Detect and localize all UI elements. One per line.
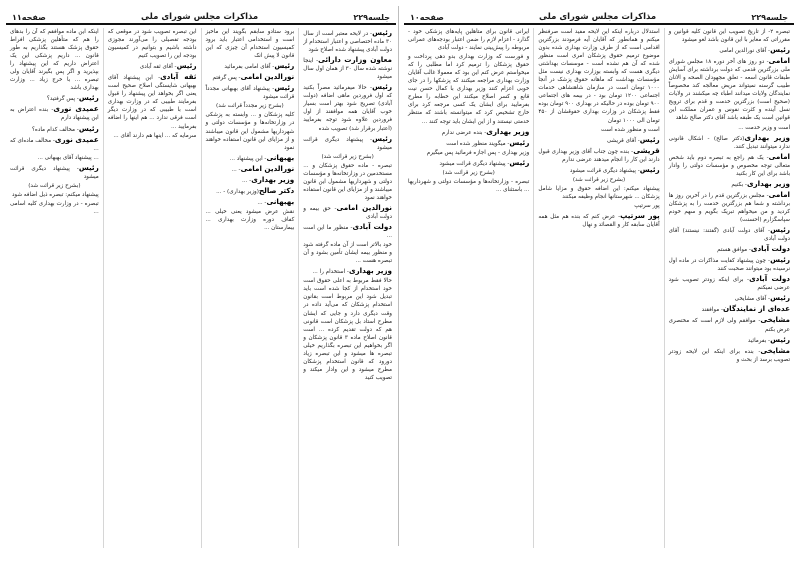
speaker-entry <box>408 138 529 148</box>
paragraph: حالا فقط مربوط به اعلی حقوق است خود استخدام از کجا شده است باید تبدیل شود این مربوط است بقانون استخدام پزشکان که می‌آید داده در وقت دیگری دارد و جایی که ایشان مطرح استاد بل پزشکان است قانونی هم که دولت تقدیم کرده ... است قانون اصلاح ماده ۳ قانون پزشکان و اگر بخواهیم این تبصره بگذاریم خیلی تبصره ها میشود و این تبصره زیاد دورود که قانون استخدام پزشکان مطرح میشود و این وادار میکند و تصویب کنید <box>303 278 392 381</box>
speaker-entry <box>206 72 295 82</box>
speaker-name: نورالدین امامی <box>336 202 393 212</box>
speaker-name: رئیس <box>372 82 392 92</box>
speaker-entry <box>10 163 99 181</box>
speaker-name: رئیس <box>770 45 790 55</box>
speaker-name: وزیر بهداری <box>251 174 295 184</box>
speech-text: - بفرمائید <box>747 337 771 344</box>
speaker-entry <box>206 186 295 196</box>
left-page-header <box>6 6 396 22</box>
speech-text: - یک هم راجع به تبصره دوم باید شخص متعالی توجه مخصوص و مؤسسات دولتی را وادار باشد برای این کار بکنید <box>668 154 790 177</box>
column-1 <box>665 28 794 548</box>
speaker-name: دکتر صالح <box>258 185 295 195</box>
speaker-name: امامی <box>768 56 790 66</box>
speech-text: - بنده برای اینکه این لایحه زودتر تصویب برسد از بحث و <box>668 348 790 363</box>
speech-text: - آقای امامی بفرمائید <box>224 64 275 71</box>
speech-text: - بکنیم <box>731 181 747 188</box>
speaker-name: عمیدی نوری <box>54 134 99 144</box>
speaker-name: دولت آبادی <box>750 244 790 254</box>
paragraph: برود ستادو سابقم بگویند این ماخیز است و استخدامی اعتبار باید برود کمیسیون استخدام آن چیزی که این قانون لا پیش انک <box>205 29 295 60</box>
paragraph: نقش عرض میشود یعنی خیلی ... کفاف دوره وزارت بهداری ... بیمارستان ... <box>205 208 295 231</box>
paragraph: ... پیشنهاد آقای بهبهانی ... <box>37 154 99 161</box>
speech-text: (وزیر بهداری) - ... <box>216 188 259 195</box>
reading-note: (بشرح زیر قرائت شد) <box>442 169 495 176</box>
speaker-entry <box>669 56 790 122</box>
speaker-name: رئیس <box>274 83 295 93</box>
speech-text: - ... <box>242 177 252 184</box>
speaker-entry <box>303 28 392 54</box>
speaker-entry <box>669 45 790 55</box>
speaker-entry <box>669 190 790 224</box>
speaker-entry <box>669 335 790 345</box>
column-2 <box>534 28 664 548</box>
speaker-entry <box>206 61 295 71</box>
speech-text: - آقای ثقه آبادی <box>139 64 177 71</box>
speaker-entry <box>303 222 392 240</box>
speaker-entry <box>669 179 790 189</box>
speech-text: - این پیشنهاد آقای بهبهانی شایستگی اصلاح صحیح است یعنی اگر بخواهد این پیشنهاد را قبول بفرمایند طبیبی که در وزارت بهداری است با طبیبی که در وزارت دیگر است فرقی ندارد ... هم اینها را اضافه بفرمایید ... <box>107 75 197 130</box>
reading-note: (بشرح زیر قرائت شد) <box>28 182 81 189</box>
speaker-name: رئیس <box>770 334 790 344</box>
speaker-name: قریشی <box>633 145 660 155</box>
speaker-entry <box>669 152 790 178</box>
speaker-entry <box>206 164 295 174</box>
speaker-entry <box>669 304 790 314</box>
page-title: مذاکرات مجلس شورای ملی <box>539 12 657 22</box>
right-page-header <box>404 6 794 22</box>
right-page <box>400 0 800 572</box>
speech-text: - آقای دولت آبادی (گفتند: نیستند) آقای دولت آبادی <box>668 228 790 243</box>
paragraph: تبصره - وزارتخانه‌ها و مؤسسات دولتی و شهرداریها ... باستثنای ... <box>408 178 530 193</box>
speech-text: - ... <box>231 166 241 173</box>
header-rule <box>6 23 396 25</box>
speaker-entry <box>669 315 790 333</box>
speaker-name: رئیس <box>274 61 295 71</box>
speaker-name: معاون وزارت دارائی <box>318 55 392 65</box>
speech-text: - استخدام را ... <box>312 269 349 276</box>
speaker-entry <box>669 255 790 273</box>
right-page-columns <box>404 28 794 548</box>
paragraph: پیشنهاد میکنم: تبصره ذیل اضافه شود <box>11 191 99 198</box>
speaker-name: وزیر بهداری <box>486 126 530 136</box>
speaker-name: مشایخی <box>760 345 790 355</box>
speaker-entry <box>206 197 295 207</box>
speaker-entry <box>303 134 392 152</box>
paragraph: وزیر بهداری - پس اجازه فرمائید پس میگیرم <box>426 149 530 156</box>
speaker-entry <box>669 274 790 292</box>
speaker-entry <box>538 135 659 145</box>
speech-text: - ... <box>257 199 267 206</box>
speech-text: - حالا میفرمائید مصراً بکنید که اول فروردین ماهی اضافه (دولت آبادی) تصریح شود بهتر است بسیار خوب آقایان همه موافقند از اول فروردین علاوه شود توجه بفرمایید (اعتبار برقرار شد) تصویب شده <box>303 85 392 132</box>
paragraph: خود بالاتر است از آن ماده گرفته شود و منظور بیمه ایشان تأمین بشود و آن تبصره هست ... <box>303 242 392 265</box>
paragraph: پیشنهاد میکنم: این اضافه حقوق و مزایا شامل پزشکان ... شهرستانها انجام وظیفه میکنند <box>538 185 660 200</box>
paragraph: اینکه این ماده موافقم که آن را بدهای را هم که متأهلین پزشکی افراط حقوق پزشک هستند بگذاریم به طور قانون ... داریم پزشکی این یک اعتراض داریم که این پیشنهاد را بپذیرید و اگر پس بگیرند آقایان ولی تبصره ... با خرج زیاد ... وزارت بهداری باشد <box>10 29 99 92</box>
speaker-name: مشایخی <box>760 315 790 325</box>
speaker-entry <box>10 104 99 122</box>
speaker-name: رئیس <box>372 133 392 143</box>
speech-text: - پیشنهاد آقای بهبهانی مجدداً قرائت میشود <box>205 86 295 101</box>
speaker-name: نورالدین امامی <box>240 72 295 82</box>
speaker-entry <box>669 293 790 303</box>
page-gutter <box>398 6 399 546</box>
speech-text: - این پیشنهاد ... <box>229 155 267 162</box>
speech-text: - بنده چون جناب آقای وزیر بهداری قبول دارند این کار را انجام میدهند عرضی ندارم <box>538 148 660 163</box>
speaker-entry <box>669 346 790 364</box>
column-4 <box>6 28 104 548</box>
column-3 <box>104 28 202 548</box>
speech-text: - چون پیشنهاد کفایت مذاکرات در ماده اول نرسیده بود میتوانند صحبت کنند <box>668 258 790 273</box>
speaker-name: وزیر بهداری <box>746 178 790 188</box>
speaker-entry <box>303 55 392 81</box>
paragraph: است و وزیر خدمت ... <box>738 124 790 131</box>
speaker-entry <box>303 82 392 132</box>
column-3 <box>404 28 534 548</box>
speaker-name: رئیس <box>176 61 197 71</box>
session-number: جلسه۲۲۹ <box>751 13 788 22</box>
speech-text: - در لایحه معتبر است از سال ۳۰ ماده اختصاصی و اعتبار استخدام از دولت آبادی پیشنهاد شده اصلاح شود <box>303 31 392 54</box>
paragraph: پور سرتیپ <box>634 202 660 209</box>
speaker-name: عمیدی نوری <box>53 104 99 114</box>
speaker-entry <box>669 225 790 243</box>
speaker-name: رئیس <box>78 162 99 172</box>
speech-text: - پیشنهاد دیگری قرائت میشود <box>569 167 640 174</box>
speaker-entry <box>206 175 295 185</box>
speaker-name: امامی <box>768 189 790 199</box>
paragraph: است و منظور شده است <box>600 126 660 133</box>
speaker-name: رئیس <box>78 123 99 133</box>
speaker-entry <box>10 135 99 153</box>
speaker-entry <box>10 124 99 134</box>
reading-note: (بشرح زیر قرائت شد) <box>572 176 626 183</box>
speaker-name: امامی <box>768 151 790 161</box>
speaker-name: رئیس <box>372 28 392 37</box>
speaker-entry <box>669 133 790 151</box>
speech-text: - مخالف ماده‌ای که ... <box>10 137 99 152</box>
speaker-entry <box>10 93 99 103</box>
paragraph: تبصره ۲- از تاریخ تصویب این قانون کلیه قوانین و مقرراتی که مغایر با این قانون باشد لغو میشود <box>668 29 790 44</box>
speech-text: - پس گرفتید؟ <box>46 96 79 103</box>
speech-text: - پیشنهاد دیگری قرائت میشود <box>439 160 510 167</box>
reading-note: (بشرح زیر مجدداً قرائت شد) <box>216 103 284 110</box>
paragraph: کلیه پزشکان و ... وابسته به پزشکی در وزارتخانه‌ها و مؤسسات دولتی و شهرداریها مشمول این قانون میباشند و از مزایای این قانون استفاده خواهند نمود <box>205 112 295 151</box>
speaker-name: دولت آبادی <box>749 274 790 284</box>
speaker-name: رئیس <box>770 255 790 265</box>
speaker-entry <box>408 158 529 168</box>
speaker-name: رئیس <box>639 164 660 174</box>
speaker-entry <box>303 266 392 276</box>
speech-text: - پیشنهاد دیگری قرائت میشود <box>10 165 99 180</box>
speech-text: - آقای قریشی <box>606 137 640 144</box>
speech-text: - آقای مشایخی <box>734 296 771 303</box>
speech-text: - مخالف کدام ماده؟ <box>31 126 79 133</box>
speaker-name: رئیس <box>509 157 530 167</box>
page-number: صفحه۱۰ <box>410 13 444 22</box>
speech-text: - مجلس بزرگترین قدم را در آخرین روز ها برداشته و شما هم بزرگترین خدمت را به پزشکان کردید و من میخواهم تبریک بگویم و سهم خودم سپاسگزارم (احسنت) <box>668 192 790 223</box>
speech-text: - موافقم ولی لازم است که مختصری عرض بکنم <box>668 318 790 333</box>
speaker-entry <box>108 61 197 71</box>
speaker-name: نورالدین امامی <box>240 163 295 173</box>
paragraph: تبصره - ماده حقوق پزشکان و ... مستخدمین در وزارتخانه‌ها و مؤسسات دولتی و شهرداریها مشمول این قانون میباشند و از مزایای این قانون استفاده خواهند نمود <box>303 162 392 201</box>
speech-text: - عرض کنم که بنده هم مثل همه آقایان سابقه کار و القصائد و نهال <box>538 213 660 229</box>
left-page-columns <box>6 28 396 548</box>
speaker-name: رئیس <box>639 134 660 144</box>
page-number: صفحه۱۱ <box>12 13 46 22</box>
speech-text: - برای اینکه زودتر تصویب شود عرضی نمیکنم <box>668 277 790 292</box>
column-1 <box>299 28 396 548</box>
speaker-name: رئیس <box>509 137 530 147</box>
speaker-name: رئیس <box>770 293 790 303</box>
session-number: جلسه۲۲۹ <box>353 13 390 22</box>
speaker-name: بهبهانی <box>266 196 295 206</box>
speaker-name: رئیس <box>770 225 790 235</box>
speaker-entry <box>538 211 659 229</box>
speaker-entry <box>108 72 197 130</box>
speaker-name: رئیس <box>78 93 99 103</box>
speech-text: - آقای نورالدین امامی <box>719 48 771 55</box>
speaker-name: ثقه آبادی <box>160 72 197 82</box>
speaker-entry <box>206 153 295 163</box>
page-title: مذاکرات مجلس شورای ملی <box>141 12 259 22</box>
reading-note: (بشرح زیر قرائت شد) <box>321 153 374 160</box>
speech-text: - موافقند <box>701 307 724 314</box>
paragraph: و فورست که وزارت بهداری بدو دهی پرداخت و حقوق پزشکان را ترمیم کرد اما مطلبی را که میخواستم عرض کنم این بود که معمولا غالب آقایان وزارت بهداری مراجعه میکنند که پزشکها را در جای خوبی اعزام کنند وزیر بهداری با کمال حسن نیت قانع و کسر اصلاح میکنند این خطابه را مطرح بفرمایید برای ایشان یک کسی مرجعه کرد برای خارج تشخیص کرد که میتوانسته باشند که منتظر خدمتی نیستند و از این ایشان باید توجه کنند ... <box>408 54 530 125</box>
speech-text: - میگویند منظور شده است <box>446 140 510 147</box>
paragraph: تبصره - در وزارت بهداری کلیه اسامی ... <box>10 200 99 215</box>
speaker-entry <box>538 165 659 175</box>
speech-text: - بنده اعتراض به این پیشنهاد دارم <box>10 107 99 122</box>
speech-text: - بنده عرضی ندارم <box>441 129 487 136</box>
speaker-name: بهبهانی <box>266 152 295 162</box>
speaker-name: وزیر بهداری <box>744 132 791 142</box>
paragraph: ایرانی قانون برای متأهلین پایه‌های پزشکی خود - گذارد - اعزام لازم را ضمن اعتبار بودجه‌های عمرانی مربوطه را پیش‌بینی نمایند - دولت آبادی <box>408 29 530 52</box>
speech-text: - حق بیمه و دولت آبادی <box>303 205 392 220</box>
paragraph: این تبصره تصویب شود در موقعی که بودجه تفصیلی را می‌آورند مجوزی داشته باشیم و بتوانیم در کمیسیون بودجه این را تصویب کنیم <box>107 29 197 60</box>
speaker-entry <box>303 203 392 221</box>
speech-text: - پس گرفتم <box>212 75 241 82</box>
speech-text: - منظور ما این است ... <box>303 225 392 240</box>
speaker-name: عده‌ای از نمایندگان <box>723 304 790 314</box>
paragraph: استدلال درباره اینکه این لایحه مفید است صرفنظر میکنم و همانطور که آقایان آیه فرمودند بزرگترین اقدامی است که از طرف وزارت بهداری شده بدون موضوع ترمیم حقوق پزشکان امری است منظور شده که آن هم نشده است - موسسات بهداشتی دیگری هست که وابسته بوزارت بهداری نیست مثل مؤسسات بهداشت که ماهانه حقوق پزشک در آنجا ۱۰۰۰ تومان است در سازمان شاهنشاهی خدمات اجتماعی ۱۲۰۰ تومان بود - در بیمه های اجتماعی ۹۰۰ تومان بوده در حالیکه در بهداری ۹۰۰ تومان بوده فقط پزشکان در وزارت بهداری حقوقشان از ۴۵۰ تومان الی ۱۰۰۰ تومان <box>538 29 660 124</box>
speech-text: - پیشنهاد دیگری قرائت میشود <box>303 136 392 151</box>
speaker-entry <box>669 244 790 254</box>
speaker-entry <box>408 127 529 137</box>
speech-text: - اینجا نوشته شده سال ۳۰ از همان اول سال میشود <box>303 58 393 81</box>
speech-text: - موافق هستم <box>717 247 751 254</box>
speech-text: (دکتر صالح) - اشکال قانونی ندارد میتوانند تبدیل کنند. <box>668 135 790 150</box>
speaker-entry <box>206 83 295 101</box>
column-2 <box>202 28 300 548</box>
speaker-name: دولت آبادی <box>352 222 392 232</box>
speech-text: - دو روز های آخر دوره ۱۸ مجلس شورای ملی بزرگترین قدمی که دولت برداشته برای آسایش طبقات قانون اسعه - تعلق مجهودان الصحه و الانان طبیب گرسنه نمیتواند مریض معالجه کند مخصوصاً نمایندگان ولایات میدانند اطباء چه میکشند در ولایات (صحیح است) بزرگترین خدمت و قدم برای ترویج نسل آینده و کثرت نفوس و عمران مملکت این قوانین است یک طبقه باشد آقای دکتر صالح شاهد <box>668 59 790 122</box>
paragraph: سرمایه که ... اینها هم دارند آقای ... <box>113 132 197 139</box>
speaker-name: پور سرتیپ <box>620 210 660 220</box>
speaker-entry <box>538 146 659 164</box>
header-rule <box>404 23 794 25</box>
speaker-name: وزیر بهداری <box>348 266 392 276</box>
